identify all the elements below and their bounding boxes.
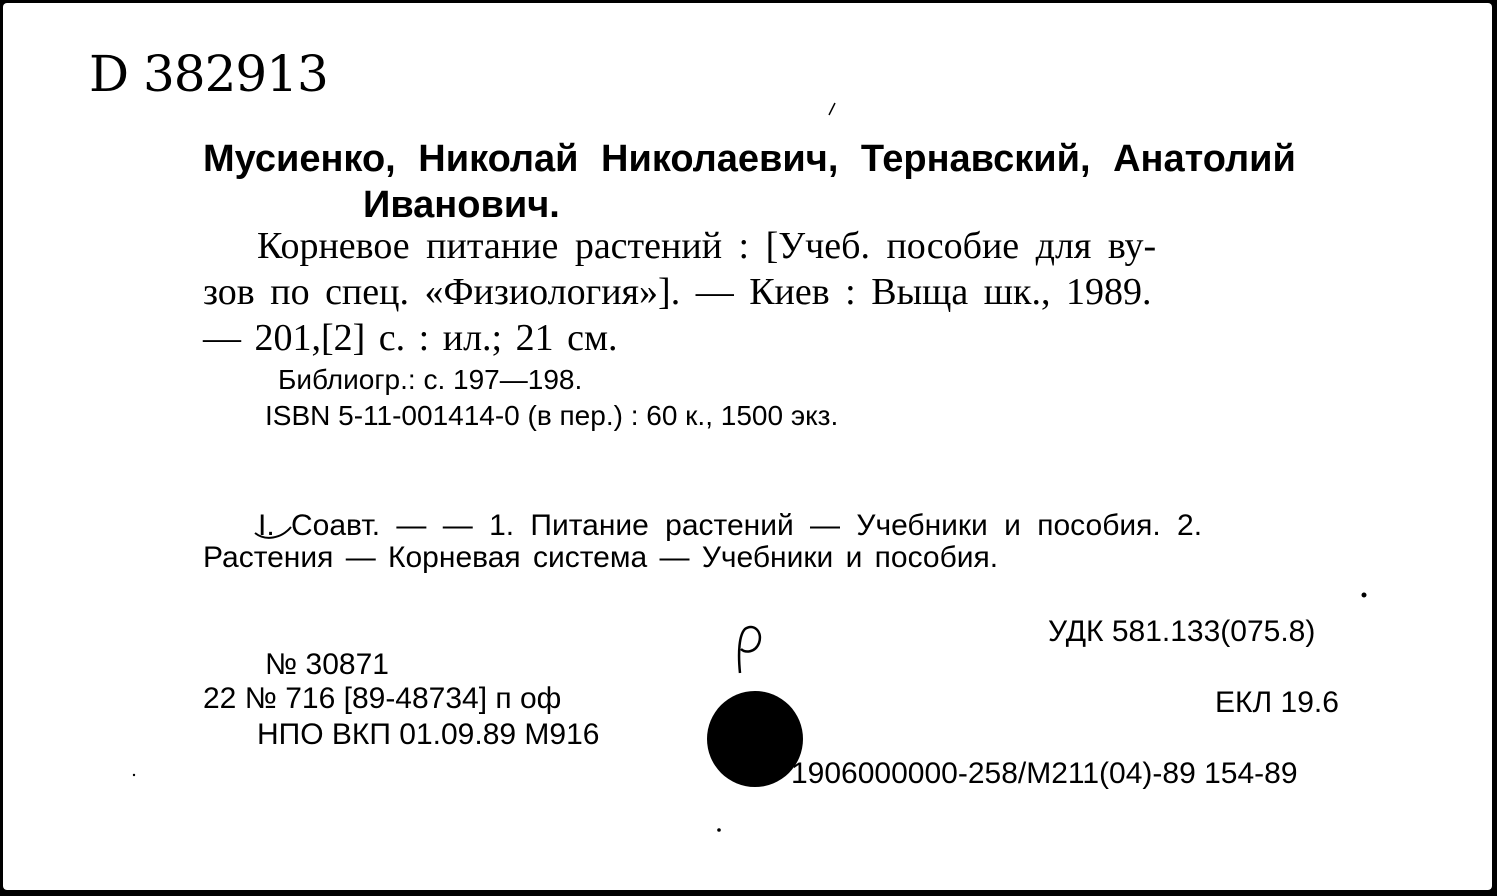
npo-line: НПО ВКП 01.09.89 М916 [257,718,600,751]
card-number: № 30871 [265,648,389,681]
handwritten-p-mark [739,627,760,673]
speck-dot [1362,593,1367,598]
authors-line-2: Иванович. [363,184,560,226]
description-line-2: зов по спец. «Физиология»]. — Киев : Выща шк., 1989. [203,271,1152,313]
classification-code: 1906000000-258/М211(04)-89 154-89 [791,757,1298,790]
speck-dot [717,828,721,832]
udk-code: УДК 581.133(075.8) [1048,615,1316,648]
punch-hole [707,691,803,787]
speck-dot [133,774,135,776]
isbn-line: ISBN 5-11-001414-0 (в пер.) : 60 к., 1500 экз. [265,400,839,431]
description-line-1: Корневое питание растений : [Учеб. пособие для ву- [257,225,1157,267]
bibliography-note: Библиогр.: с. 197—198. [278,364,583,395]
authors-line-1: Мусиенко, Николай Николаевич, Тернавский, Анатолий [203,138,1296,180]
catalog-card [3,3,1492,890]
subjects-line-2: Растения — Корневая система — Учебники и пособия. [203,541,999,574]
description-line-3: — 201,[2] с. : ил.; 21 см. [203,317,618,359]
pencil-tick [829,103,835,115]
order-number: 22 № 716 [89-48734] п оф [203,682,562,715]
subjects-line-1: I. Соавт. — — 1. Питание растений — Учебники и пособия. 2. [258,509,1203,542]
ekl-code: ЕКЛ 19.6 [1215,686,1339,719]
card-id: D 382913 [89,45,328,103]
